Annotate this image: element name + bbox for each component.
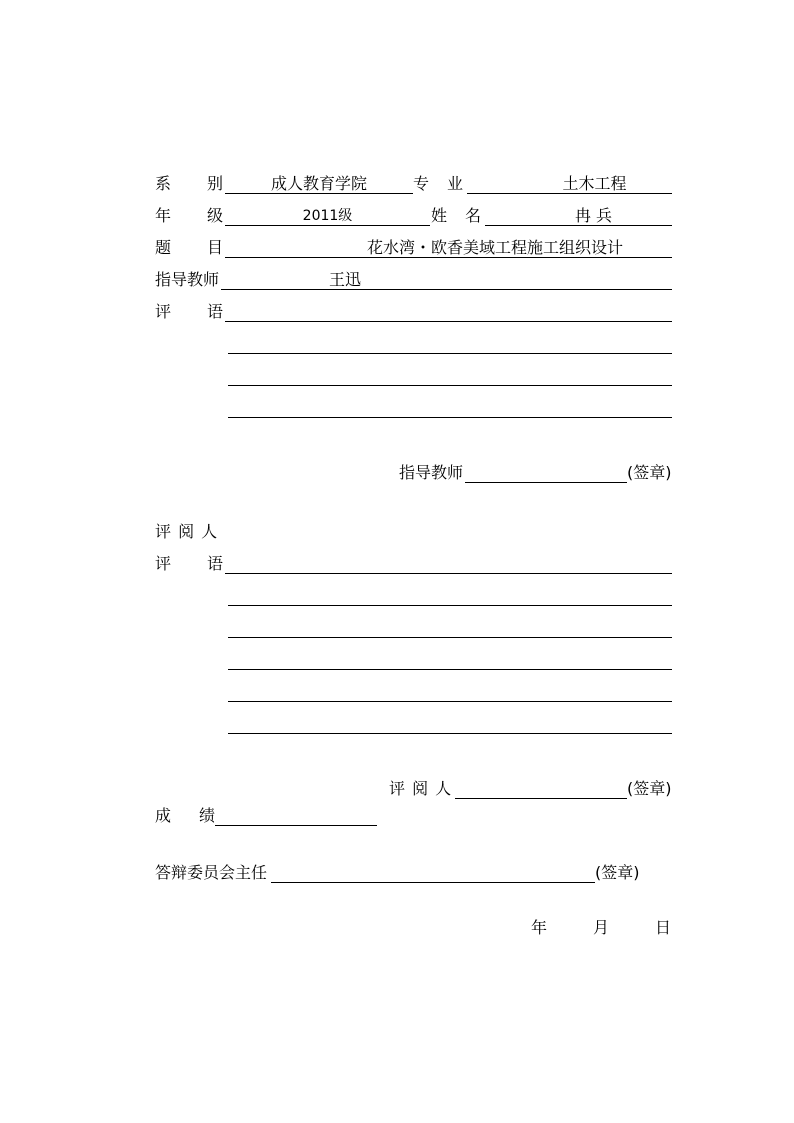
reviewer-comment-line bbox=[228, 701, 672, 702]
chair-underline bbox=[271, 882, 595, 883]
advisor-comment-line bbox=[228, 417, 672, 418]
dept-label-char-2: 别 bbox=[206, 174, 223, 193]
advisor-comment-label bbox=[155, 302, 223, 322]
date-year: 年 bbox=[531, 918, 548, 937]
advisor-comment-line bbox=[228, 353, 672, 354]
reviewer-comment-label-char-1: 评 bbox=[155, 554, 172, 573]
dept-underline bbox=[225, 193, 413, 194]
reviewer-comment-line bbox=[228, 733, 672, 734]
advisor-comment-line bbox=[228, 385, 672, 386]
grade-underline bbox=[225, 225, 430, 226]
reviewer-comment-line bbox=[228, 637, 672, 638]
advisor-comment-label-char-2: 语 bbox=[206, 302, 223, 321]
reviewer-comment-label-char-2: 语 bbox=[206, 554, 223, 573]
dept-value: 成人教育学院 bbox=[270, 174, 367, 193]
dept-label bbox=[155, 174, 223, 194]
grade-label bbox=[155, 206, 223, 226]
topic-value: 花水湾・欧香美域工程施工组织设计 bbox=[367, 238, 624, 257]
topic-label bbox=[155, 238, 223, 258]
major-value: 土木工程 bbox=[562, 174, 627, 193]
topic-label-char-1: 题 bbox=[155, 238, 172, 257]
chair-label: 答辩委员会主任 bbox=[155, 863, 268, 882]
advisor-sign-underline bbox=[465, 482, 627, 483]
reviewer-comment-line bbox=[228, 669, 672, 670]
name-underline bbox=[485, 225, 672, 226]
advisor-label: 指导教师 bbox=[155, 270, 220, 289]
score-label-char-2: 绩 bbox=[199, 806, 216, 825]
advisor-value: 王迅 bbox=[329, 270, 362, 289]
grade-label-char-1: 年 bbox=[155, 206, 172, 225]
grade-label-char-2: 级 bbox=[206, 206, 223, 225]
score-underline bbox=[215, 825, 377, 826]
major-label-char-1: 专 bbox=[413, 174, 430, 193]
chair-sign-stamp: (签章) bbox=[595, 863, 640, 882]
date-month: 月 bbox=[593, 918, 610, 937]
name-label-char-1: 姓 bbox=[431, 206, 448, 225]
reviewer-comment-label bbox=[155, 554, 223, 574]
reviewer-comment-line bbox=[228, 605, 672, 606]
topic-label-char-2: 目 bbox=[206, 238, 223, 257]
advisor-sign-label: 指导教师 bbox=[399, 463, 464, 482]
advisor-comment-label-char-1: 评 bbox=[155, 302, 172, 321]
advisor-sign-stamp: (签章) bbox=[627, 463, 672, 482]
major-underline bbox=[467, 193, 672, 194]
reviewer-label: 评 阅 人 bbox=[155, 522, 218, 541]
reviewer-sign-stamp: (签章) bbox=[627, 779, 672, 798]
grade-value: 2011级 bbox=[302, 208, 353, 224]
reviewer-sign-underline bbox=[455, 798, 627, 799]
reviewer-sign-label: 评 阅 人 bbox=[389, 779, 452, 798]
name-label-char-2: 名 bbox=[465, 206, 482, 225]
major-label-char-2: 业 bbox=[447, 174, 464, 193]
topic-underline bbox=[225, 257, 672, 258]
reviewer-comment-line bbox=[225, 573, 672, 574]
date-day: 日 bbox=[655, 918, 672, 937]
advisor-comment-line bbox=[225, 321, 672, 322]
name-value: 冉 兵 bbox=[574, 206, 613, 225]
dept-label-char-1: 系 bbox=[155, 174, 172, 193]
advisor-underline bbox=[221, 289, 672, 290]
score-label-char-1: 成 bbox=[155, 806, 172, 825]
